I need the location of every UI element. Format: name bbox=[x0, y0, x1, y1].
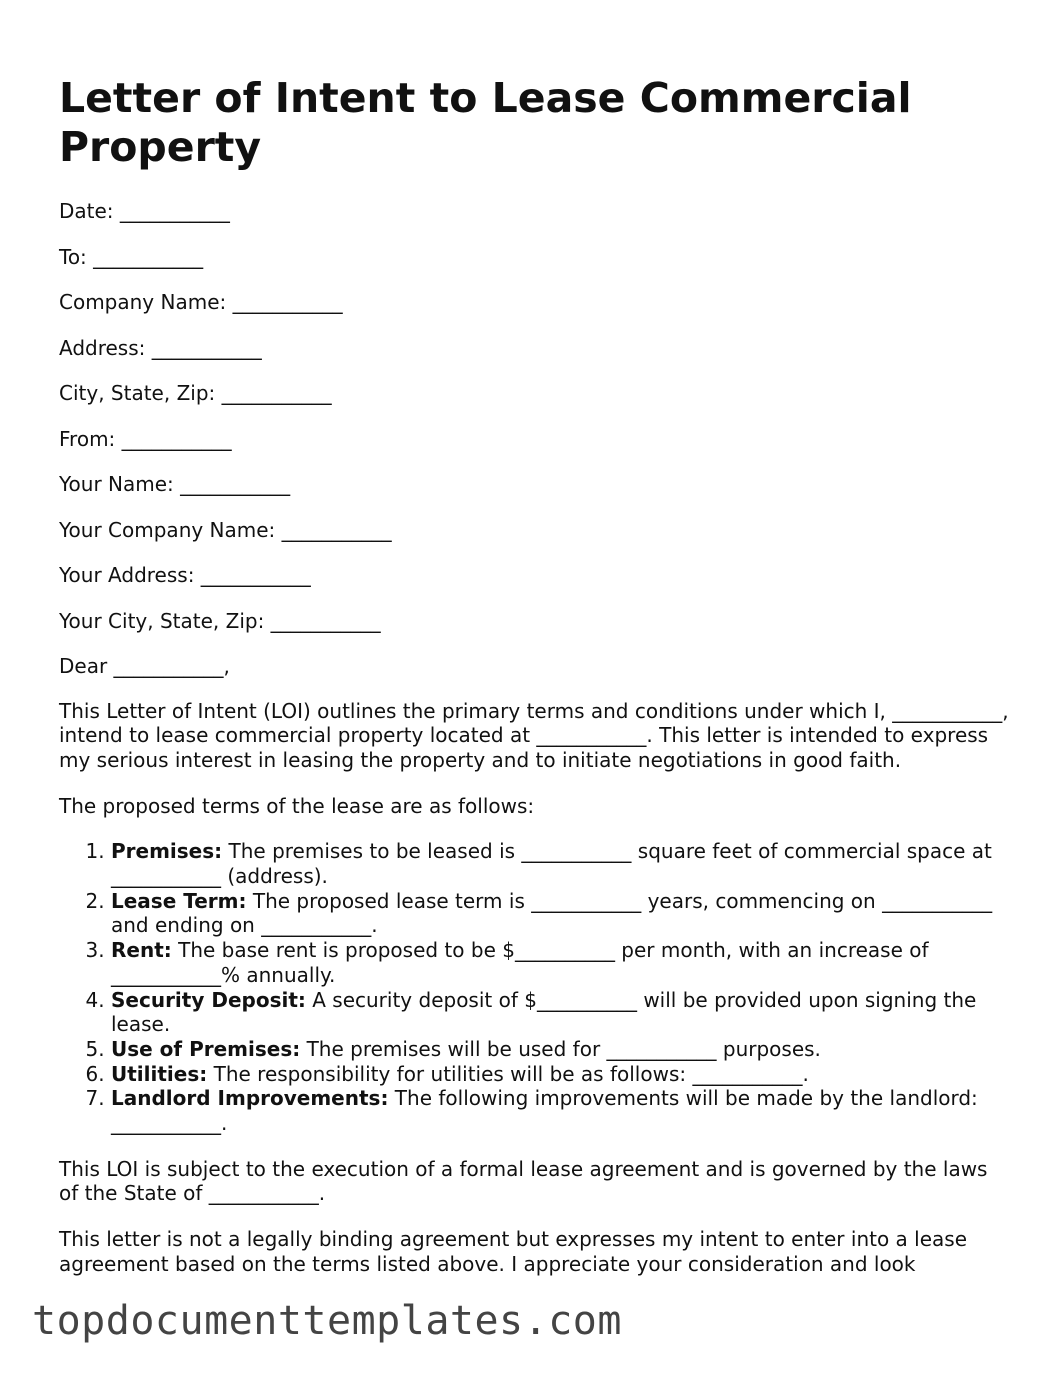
term-heading: Utilities: bbox=[111, 1061, 208, 1086]
intro-paragraph: This Letter of Intent (LOI) outlines the primary terms and conditions under which I, ___________, intend to lease commercial property located at ___________. This letter is intended to express my serious interest in leasing the property and to initiate negotiations in good faith. bbox=[59, 698, 1009, 772]
term-text: A security deposit of $__________ will be provided upon signing the lease. bbox=[111, 987, 977, 1037]
term-security-deposit bbox=[111, 988, 1009, 1037]
terms-intro: The proposed terms of the lease are as follows: bbox=[59, 793, 535, 818]
governing-paragraph: This LOI is subject to the execution of a formal lease agreement and is governed by the laws of the State of ___________. bbox=[59, 1156, 988, 1206]
term-text: The premises will be used for ___________ purposes. bbox=[300, 1036, 821, 1061]
term-heading: Use of Premises: bbox=[111, 1036, 301, 1061]
term-heading: Rent: bbox=[111, 938, 172, 963]
term-heading: Security Deposit: bbox=[111, 987, 306, 1012]
field-from: From: ___________ bbox=[59, 426, 232, 451]
term-use-of-premises bbox=[111, 1037, 1009, 1062]
watermark: topdocumenttemplates.com bbox=[32, 1298, 622, 1344]
terms-list bbox=[59, 839, 1009, 1135]
field-your-company-name: Your Company Name: ___________ bbox=[59, 517, 392, 542]
term-text: The base rent is proposed to be $__________ per month, with an increase of ___________% annually. bbox=[111, 938, 929, 987]
term-text: The following improvements will be made by the landlord: ___________. bbox=[111, 1086, 978, 1136]
document-page bbox=[59, 74, 1009, 1298]
term-landlord-improvements bbox=[111, 1086, 1009, 1135]
field-city-state-zip: City, State, Zip: ___________ bbox=[59, 381, 332, 405]
field-to: To: ___________ bbox=[59, 244, 204, 269]
field-company-name: Company Name: ___________ bbox=[59, 290, 343, 314]
term-premises bbox=[111, 839, 1009, 888]
term-lease-term bbox=[111, 889, 1009, 938]
document-title: Letter of Intent to Lease Commercial Property bbox=[59, 74, 912, 171]
term-heading: Landlord Improvements: bbox=[111, 1086, 389, 1111]
term-heading: Lease Term: bbox=[111, 888, 247, 913]
field-your-address: Your Address: ___________ bbox=[59, 563, 311, 587]
term-text: The premises to be leased is ___________ square feet of commercial space at ___________ (address). bbox=[111, 839, 992, 889]
closing-paragraph: This letter is not a legally binding agreement but expresses my intent to enter into a lease agreement based on the terms listed above. I appreciate your consideration and look bbox=[59, 1227, 968, 1276]
term-text: The responsibility for utilities will be as follows: ___________. bbox=[207, 1061, 809, 1086]
field-your-name: Your Name: ___________ bbox=[59, 472, 291, 496]
term-rent bbox=[111, 938, 1009, 987]
term-text: The proposed lease term is ___________ years, commencing on ___________ and ending on ___________. bbox=[111, 888, 993, 938]
salutation: Dear ___________, bbox=[59, 654, 230, 678]
field-date: Date: ___________ bbox=[59, 199, 230, 223]
term-utilities bbox=[111, 1062, 1009, 1087]
field-your-city-state-zip: Your City, State, Zip: ___________ bbox=[59, 608, 381, 633]
term-heading: Premises: bbox=[111, 839, 223, 864]
field-address: Address: ___________ bbox=[59, 335, 262, 360]
